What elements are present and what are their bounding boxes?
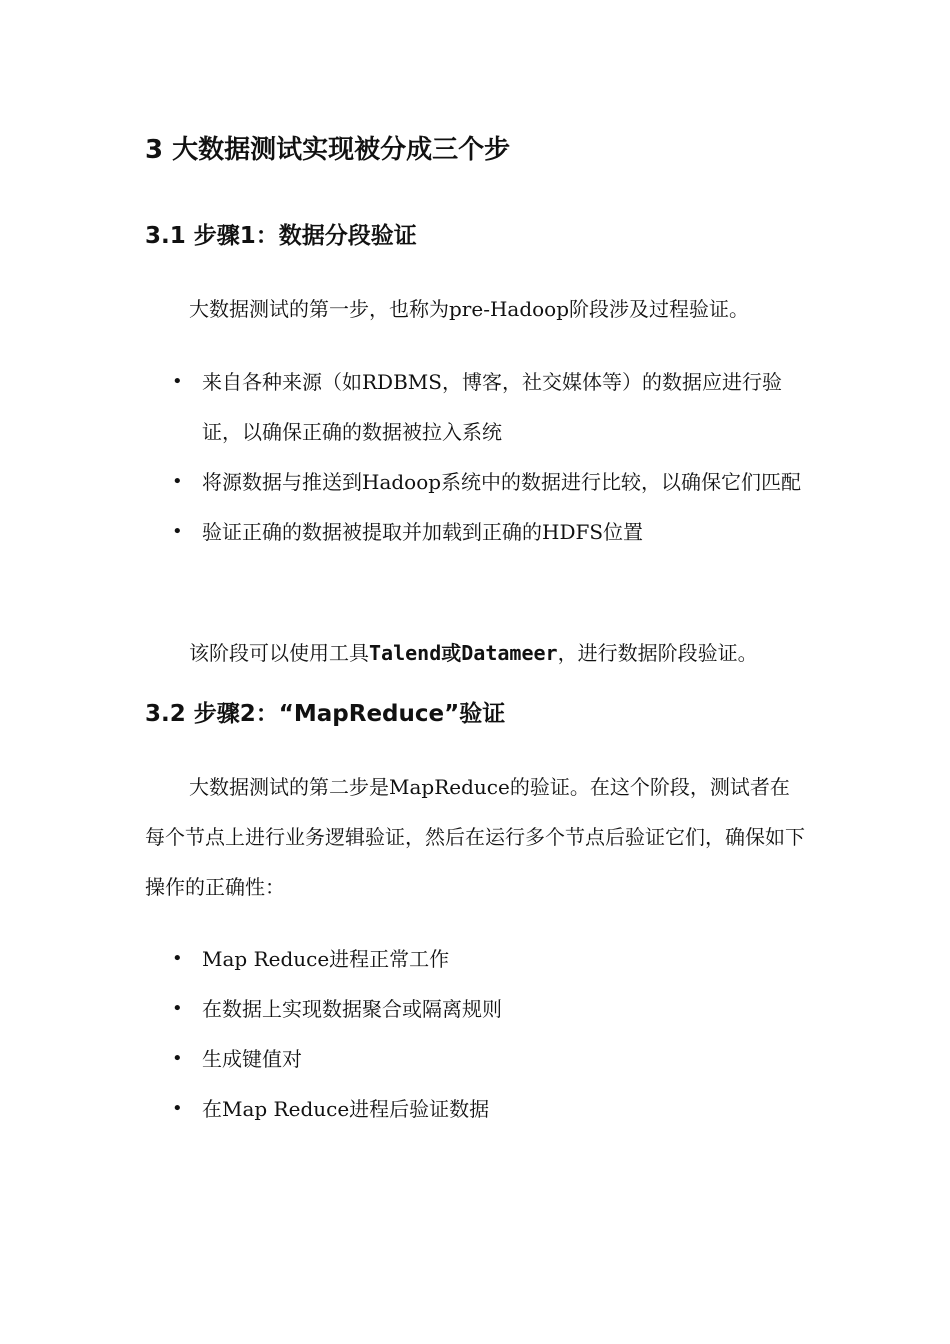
bullet-icon: • [172, 1098, 183, 1119]
bullet-icon: • [172, 948, 183, 969]
section-3-2-heading: 3.2 步骤2：“MapReduce”验证 [145, 701, 506, 727]
section-3-2-intro: 大数据测试的第二步是MapReduce的验证。在这个阶段，测试者在每个节点上进行业务逻辑验证，然后在运行多个节点后验证它们，确保如下操作的正确性： [145, 775, 805, 899]
list-item-text: Map Reduce进程正常工作 [202, 947, 450, 971]
section-3-1-bullet-list [145, 357, 805, 557]
list-item [145, 934, 805, 984]
list-item [145, 984, 805, 1034]
list-item-text: 验证正确的数据被提取并加载到正确的HDFS位置 [202, 520, 644, 544]
list-item [145, 457, 805, 507]
bullet-icon: • [172, 1048, 183, 1069]
list-item-text: 生成键值对 [202, 1047, 302, 1071]
bullet-icon: • [172, 998, 183, 1019]
list-item-text: 来自各种来源（如RDBMS，博客，社交媒体等）的数据应进行验证，以确保正确的数据被拉入系统 [202, 370, 782, 444]
list-item-text: 将源数据与推送到Hadoop系统中的数据进行比较，以确保它们匹配 [202, 470, 802, 494]
section-3-1-tools-paragraph [145, 628, 805, 678]
list-item [145, 1084, 805, 1134]
tool-name-datameer: Datameer [461, 641, 558, 665]
bullet-icon: • [172, 521, 183, 542]
list-item-text: 在Map Reduce进程后验证数据 [202, 1097, 490, 1121]
tools-text-or: 或 [441, 641, 462, 665]
list-item [145, 1034, 805, 1084]
section-3-heading: 3 大数据测试实现被分成三个步 [145, 135, 511, 165]
list-item-text: 在数据上实现数据聚合或隔离规则 [202, 997, 502, 1021]
section-3-2-bullet-list [145, 934, 805, 1134]
tools-text-pre: 该阶段可以使用工具 [189, 641, 369, 665]
list-item [145, 507, 805, 557]
tools-text-post: ，进行数据阶段验证。 [557, 641, 758, 665]
bullet-icon: • [172, 471, 183, 492]
section-3-1-intro: 大数据测试的第一步，也称为pre-Hadoop阶段涉及过程验证。 [189, 297, 750, 321]
bullet-icon: • [172, 371, 183, 392]
list-item [145, 357, 805, 457]
tool-name-talend: Talend [369, 641, 442, 665]
section-3-1-heading: 3.1 步骤1：数据分段验证 [145, 223, 417, 249]
